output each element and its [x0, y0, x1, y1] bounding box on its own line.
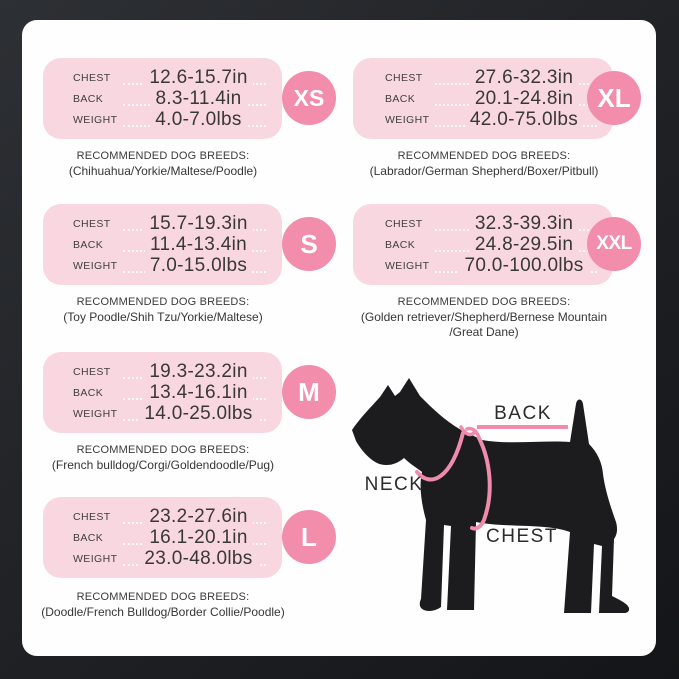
breeds-list: (Golden retriever/Shepherd/Bernese Mountain [360, 310, 608, 324]
size-badge-s: S [282, 217, 336, 271]
chest-row [73, 506, 268, 527]
back-row [73, 382, 268, 403]
size-chart-panel [22, 20, 656, 656]
breeds-title: RECOMMENDED DOG BREEDS: [76, 150, 250, 162]
breeds-list: (Toy Poodle/Shih Tzu/Yorkie/Maltese) [63, 310, 263, 324]
breeds-xl [334, 150, 634, 179]
back-label: BACK [385, 92, 416, 105]
breeds-xs [24, 150, 302, 179]
weight-row [385, 255, 599, 276]
size-badge-l: L [282, 510, 336, 564]
back-row [73, 88, 268, 109]
weight-value: 23.0-48.0lbs [139, 548, 257, 569]
size-card-xs [43, 58, 282, 139]
back-label: BACK [73, 386, 104, 399]
back-measure-label: BACK [494, 403, 552, 424]
back-label: BACK [73, 238, 104, 251]
breeds-m [24, 444, 302, 473]
size-card-xxl [353, 204, 613, 285]
size-card-m [43, 352, 282, 433]
chest-measure-label: CHEST [486, 526, 558, 547]
size-badge-xxl: XXL [587, 217, 641, 271]
back-row [385, 234, 599, 255]
weight-row [385, 109, 599, 130]
chest-label: CHEST [73, 217, 111, 230]
breeds-title: RECOMMENDED DOG BREEDS: [397, 150, 571, 162]
back-value: 16.1-20.1in [144, 527, 252, 548]
breeds-list: (Labrador/German Shepherd/Boxer/Pitbull) [369, 164, 599, 178]
weight-row [73, 403, 268, 424]
chest-row [73, 67, 268, 88]
weight-row [73, 255, 268, 276]
weight-label: WEIGHT [73, 407, 118, 420]
chest-label: CHEST [73, 510, 111, 523]
back-label: BACK [73, 531, 104, 544]
back-value: 24.8-29.5in [470, 234, 578, 255]
back-value: 20.1-24.8in [470, 88, 578, 109]
breeds-xxl [334, 296, 634, 340]
breeds-title: RECOMMENDED DOG BREEDS: [76, 296, 250, 308]
chest-label: CHEST [385, 71, 423, 84]
chest-value: 23.2-27.6in [144, 506, 252, 527]
weight-row [73, 109, 268, 130]
chest-row [385, 213, 599, 234]
weight-label: WEIGHT [73, 113, 118, 126]
back-row [73, 527, 268, 548]
size-badge-xs: XS [282, 71, 336, 125]
weight-value: 42.0-75.0lbs [465, 109, 583, 130]
weight-value: 4.0-7.0lbs [150, 109, 246, 130]
weight-label: WEIGHT [73, 552, 118, 565]
breeds-list: (Doodle/French Bulldog/Border Collie/Poodle) [41, 605, 285, 619]
breeds-l [24, 591, 302, 620]
chest-value: 27.6-32.3in [470, 67, 578, 88]
chest-row [385, 67, 599, 88]
weight-value: 7.0-15.0lbs [145, 255, 252, 276]
back-value: 13.4-16.1in [144, 382, 252, 403]
chest-value: 15.7-19.3in [144, 213, 252, 234]
back-label: BACK [73, 92, 104, 105]
size-card-s [43, 204, 282, 285]
breeds-list: (Chihuahua/Yorkie/Maltese/Poodle) [68, 164, 258, 178]
chest-value: 19.3-23.2in [144, 361, 252, 382]
size-card-xl [353, 58, 613, 139]
back-row [73, 234, 268, 255]
chest-label: CHEST [73, 71, 111, 84]
breeds-title: RECOMMENDED DOG BREEDS: [76, 591, 250, 603]
size-badge-xl: XL [587, 71, 641, 125]
chest-value: 32.3-39.3in [470, 213, 578, 234]
chest-label: CHEST [385, 217, 423, 230]
back-value: 11.4-13.4in [145, 234, 252, 255]
back-value: 8.3-11.4in [150, 88, 246, 109]
chest-label: CHEST [73, 365, 111, 378]
back-row [385, 88, 599, 109]
weight-row [73, 548, 268, 569]
neck-measure-label: NECK [364, 474, 424, 495]
breeds-s [24, 296, 302, 325]
weight-value: 14.0-25.0lbs [139, 403, 257, 424]
weight-value: 70.0-100.0lbs [459, 255, 588, 276]
weight-label: WEIGHT [385, 113, 430, 126]
size-card-l [43, 497, 282, 578]
chest-row [73, 213, 268, 234]
breeds-title: RECOMMENDED DOG BREEDS: [76, 444, 250, 456]
breeds-title: RECOMMENDED DOG BREEDS: [397, 296, 571, 308]
breeds-list: (French bulldog/Corgi/Goldendoodle/Pug) [51, 458, 275, 472]
back-label: BACK [385, 238, 416, 251]
weight-label: WEIGHT [73, 259, 118, 272]
chest-value: 12.6-15.7in [144, 67, 252, 88]
size-badge-m: M [282, 365, 336, 419]
weight-label: WEIGHT [385, 259, 430, 272]
chest-row [73, 361, 268, 382]
breeds-list-line2: /Great Dane) [449, 325, 519, 339]
